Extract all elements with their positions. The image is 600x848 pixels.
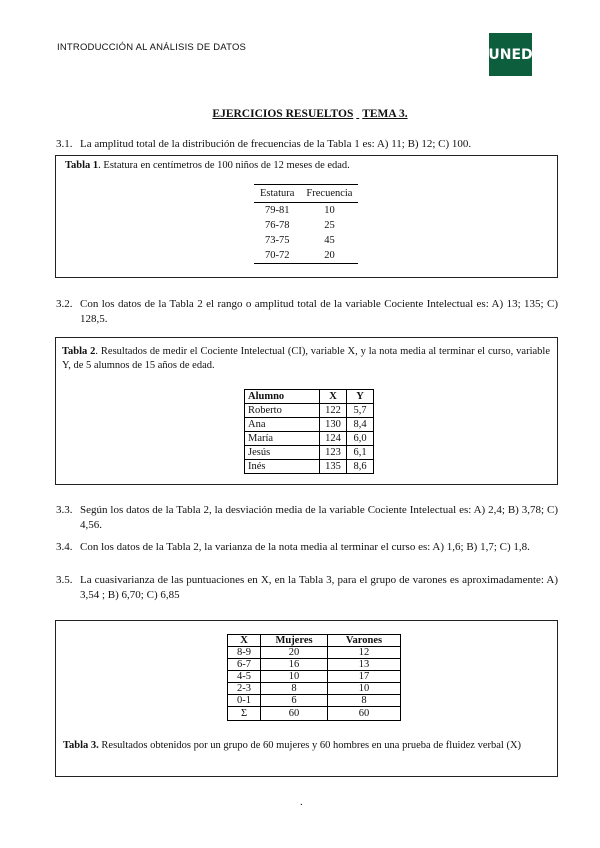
title-tema: TEMA 3. [362,108,408,120]
table-row: María 124 6,0 [245,432,374,446]
table-row: 70-72 20 [254,248,358,264]
table-row: Roberto 122 5,7 [245,404,374,418]
course-header: INTRODUCCIÓN AL ANÁLISIS DE DATOS [57,42,247,53]
table-row: Ana 130 8,4 [245,418,374,432]
table-row: Inés 135 8,6 [245,460,374,474]
table-row: 6-7 16 13 [228,659,401,671]
question-3-5: 3.5. La cuasivarianza de las puntuaciones en X, en la Tabla 3, para el grupo de varones es aproximadamente: A) 3,54 ; B) 6,70; C) 6,85 [56,574,558,601]
uned-logo: UNED [489,33,532,76]
table-row: 4-5 10 17 [228,671,401,683]
table3-header: X [228,635,261,647]
table-row: 79-81 10 [264,205,335,216]
table1-header: Frecuencia [300,185,358,203]
table-row: 0-1 6 8 [228,695,401,707]
title-main: EJERCICIOS RESUELTOS [212,108,354,120]
table-row-total: Σ 60 60 [228,707,401,721]
question-3-4: 3.4. Con los datos de la Tabla 2, la varianza de la nota media al terminar el curso es: A) 1,6; B) 1,7; C) 1,8. [56,541,530,553]
table-row: 73-75 45 [264,235,335,246]
table3 [227,634,401,721]
table1 [254,184,358,264]
table-row: 76-78 25 [264,220,335,231]
table2-caption: Tabla 2. Resultados de medir el Cociente Intelectual (CI), variable X, y la nota media al terminar el curso, variable Y, de 5 alumnos de 15 años de edad. [62,346,550,371]
table3-header: Mujeres [261,635,328,647]
question-3-2: 3.2. Con los datos de la Tabla 2 el rango o amplitud total de la variable Cociente Intelectual es: A) 13; 135; C) 128,5. [56,298,558,325]
table-row: 8-9 20 12 [228,647,401,659]
question-3-3: 3.3. Según los datos de la Tabla 2, la desviación media de la variable Cociente Intelectual es: A) 2,4; B) 3,78; C) 4,56. [56,504,558,531]
table2-header: Alumno [245,390,320,404]
table2-header: X [320,390,347,404]
table2 [244,389,374,474]
table3-header: Varones [328,635,401,647]
table-row: Jesús 123 6,1 [245,446,374,460]
table1-caption: Tabla 1. Estatura en centímetros de 100 niños de 12 meses de edad. [65,160,350,171]
table1-header: Estatura [254,185,300,203]
question-3-1: 3.1. La amplitud total de la distribución de frecuencias de la Tabla 1 es: A) 11; B) 12; C) 100. [56,138,472,150]
footer-mark: . [300,796,303,808]
table2-header: Y [347,390,374,404]
page-title [0,108,600,120]
table3-caption: Tabla 3. Resultados obtenidos por un grupo de 60 mujeres y 60 hombres en una prueba de fluidez verbal (X) [63,740,522,751]
table-row: 2-3 8 10 [228,683,401,695]
